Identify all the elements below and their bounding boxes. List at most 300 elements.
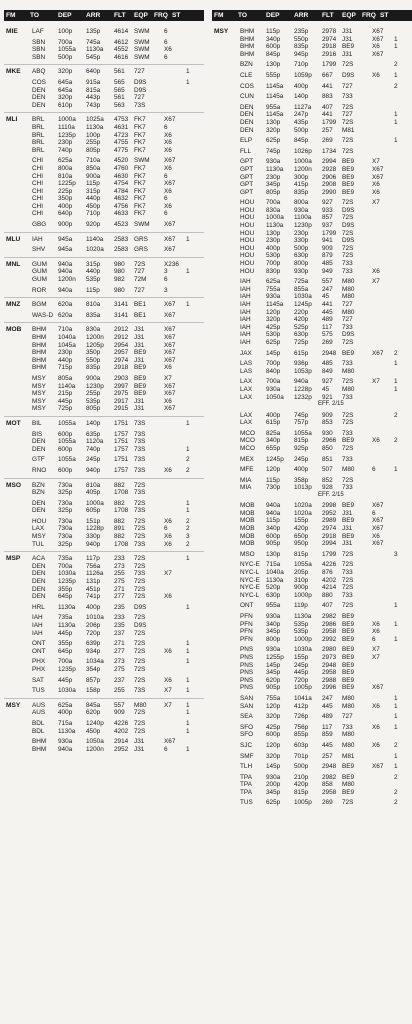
cell-to: BHM: [32, 745, 47, 753]
flight-row: [32, 357, 204, 365]
cell-eqp: FK7: [134, 116, 146, 124]
cell-dep: 730a: [58, 533, 73, 541]
cell-eqp: 73S: [134, 438, 146, 446]
cell-dep: 930a: [266, 293, 281, 301]
cell-arr: 220p: [294, 308, 309, 316]
flight-row: [32, 375, 204, 383]
cell-frq: [372, 245, 394, 253]
origin-code: MNZ: [6, 301, 21, 309]
cell-flt: 1799: [322, 550, 337, 558]
cell-flt: 4723: [114, 131, 129, 139]
cell-frq: [372, 456, 394, 464]
cell-st: [394, 331, 406, 339]
cell-frq: [164, 604, 186, 612]
cell-eqp: 72S: [134, 709, 146, 717]
cell-to: BZN: [240, 61, 253, 69]
flight-row: [240, 61, 412, 69]
cell-frq: X67: [164, 349, 176, 357]
cell-frq: [372, 309, 394, 317]
origin-group: [4, 297, 204, 319]
cell-arr: 710a: [86, 157, 101, 165]
header-fm: FM: [6, 12, 16, 19]
cell-to: HOU: [240, 267, 255, 275]
flight-row: [240, 368, 412, 376]
cell-eqp: 72S: [134, 578, 146, 586]
cell-arr: 420p: [294, 525, 309, 533]
cell-st: [186, 312, 198, 320]
cell-to: SBN: [32, 38, 46, 46]
flight-row: [32, 630, 204, 638]
origin-group: [4, 551, 204, 695]
flight-row: [32, 666, 204, 674]
cell-eqp: D9S: [342, 71, 355, 79]
cell-dep: 1140a: [58, 382, 76, 390]
cell-to: LAX: [240, 378, 253, 386]
cell-eqp: BE1: [134, 311, 147, 319]
cell-dep: 320p: [58, 68, 73, 76]
cell-dep: 145p: [266, 763, 281, 771]
flight-row: [32, 446, 204, 454]
cell-flt: 563: [114, 101, 125, 109]
flight-row: [240, 684, 412, 692]
cell-frq: [372, 789, 394, 797]
flight-row: [240, 222, 412, 230]
cell-eqp: 733: [342, 260, 353, 268]
cell-frq: X6: [372, 43, 380, 51]
flight-row: [32, 570, 204, 578]
cell-dep: 730p: [266, 484, 281, 492]
cell-flt: 928: [322, 484, 333, 492]
origin-group: [4, 322, 204, 413]
flight-row: [240, 93, 412, 101]
cell-st: 1: [186, 658, 190, 666]
cell-to: IAH: [32, 629, 43, 637]
cell-st: [394, 654, 406, 662]
cell-flt: 2916: [322, 50, 337, 58]
cell-arr: 835a: [86, 311, 101, 319]
cell-st: [394, 525, 406, 533]
cell-frq: 6: [164, 276, 168, 284]
cell-dep: 120p: [266, 741, 281, 749]
cell-eqp: SWM: [134, 53, 150, 61]
cell-flt: 2958: [322, 669, 337, 677]
cell-frq: [164, 431, 186, 439]
cell-st: [186, 195, 198, 203]
cell-st: [186, 139, 198, 147]
cell-flt: 1708: [114, 507, 129, 515]
cell-dep: 625a: [58, 701, 73, 709]
cell-eqp: BE9: [342, 628, 355, 636]
cell-eqp: 727: [342, 713, 353, 721]
cell-dep: 735a: [58, 614, 73, 622]
cell-dep: 625a: [266, 278, 281, 286]
cell-flt: 980: [114, 260, 125, 268]
cell-frq: [372, 207, 394, 215]
cell-dep: 1130a: [58, 622, 76, 629]
flight-row: [32, 39, 204, 47]
cell-eqp: GRS: [134, 246, 148, 254]
cell-to: DEN: [32, 585, 46, 593]
cell-dep: 130p: [266, 229, 281, 237]
cell-flt: 2915: [114, 405, 129, 413]
cell-to: WAS-D: [32, 311, 54, 319]
cell-eqp: 73S: [134, 445, 146, 453]
cell-to: GUM: [32, 268, 47, 276]
cell-frq: [372, 551, 394, 559]
cell-arr: 835p: [294, 188, 309, 196]
cell-flt: 2952: [322, 509, 337, 517]
cell-to: MIA: [240, 476, 252, 484]
cell-st: 1: [394, 137, 398, 145]
cell-frq: X6: [164, 517, 172, 525]
cell-flt: 853: [322, 419, 333, 427]
cell-dep: 945a: [58, 235, 73, 243]
cell-st: [394, 148, 406, 156]
cell-eqp: 72S: [342, 602, 354, 610]
cell-to: PFN: [240, 620, 253, 628]
cell-frq: [372, 61, 394, 69]
cell-frq: 6: [372, 466, 376, 474]
cell-arr: 1200n: [86, 745, 104, 753]
cell-eqp: BE9: [342, 349, 355, 357]
cell-frq: X6: [164, 139, 172, 147]
cell-eqp: 72S: [342, 338, 354, 346]
cell-eqp: D9S: [134, 603, 147, 611]
cell-to: HOU: [240, 237, 255, 245]
cell-to: GPT: [240, 181, 254, 189]
cell-st: [394, 174, 406, 182]
cell-to: SJC: [240, 741, 253, 749]
cell-to: GPT: [240, 165, 254, 173]
cell-eqp: M80: [342, 741, 355, 749]
cell-flt: 1799: [322, 118, 337, 126]
cell-arr: 857p: [86, 676, 101, 684]
cell-st: [186, 54, 198, 62]
cell-frq: [164, 658, 186, 666]
cell-flt: 2975: [114, 390, 129, 398]
cell-flt: 255: [114, 570, 125, 578]
cell-dep: 120p: [266, 308, 281, 316]
cell-st: 1: [186, 676, 190, 684]
cell-to: NYC-L: [240, 569, 260, 577]
cell-st: [186, 188, 198, 196]
cell-to: DEN: [32, 86, 46, 94]
cell-frq: X67: [164, 405, 176, 413]
origin-group: [4, 64, 204, 109]
cell-eqp: M80: [342, 293, 355, 301]
cell-dep: 340p: [266, 35, 281, 43]
cell-arr: 830a: [86, 326, 101, 334]
cell-eqp: 72S: [342, 561, 354, 569]
cell-dep: 340p: [266, 437, 281, 445]
cell-flt: 277: [114, 647, 125, 655]
cell-arr: 640p: [86, 68, 101, 76]
flight-row: [240, 111, 412, 119]
flight-row: [32, 518, 204, 526]
cell-dep: 400p: [58, 709, 73, 717]
cell-frq: 3: [164, 268, 168, 276]
cell-dep: 1235p: [58, 665, 76, 673]
cell-st: [186, 375, 198, 383]
cell-flt: 4520: [114, 157, 129, 165]
cell-frq: [164, 728, 186, 736]
cell-flt: 4612: [114, 38, 129, 46]
cell-arr: 930p: [294, 267, 309, 275]
cell-arr: 1020a: [294, 502, 312, 510]
cell-to: COS: [32, 78, 46, 86]
cell-frq: [372, 577, 394, 585]
cell-arr: 245p: [86, 456, 101, 464]
cell-arr: 245p: [294, 455, 309, 463]
cell-frq: 6: [164, 53, 168, 61]
cell-arr: 1000p: [294, 635, 312, 643]
cell-frq: [164, 482, 186, 490]
cell-frq: 6: [164, 38, 168, 46]
cell-arr: 945p: [294, 50, 309, 58]
cell-dep: 625p: [266, 799, 281, 807]
cell-st: 1: [394, 702, 398, 710]
cell-to: DEN: [32, 593, 46, 601]
flight-row: [32, 246, 204, 254]
cell-dep: 755a: [266, 694, 281, 702]
cell-arr: 1025a: [86, 116, 104, 124]
cell-dep: 145p: [266, 349, 281, 357]
cell-dep: 905p: [266, 540, 281, 548]
cell-to: NYC-L: [240, 591, 260, 599]
cell-dep: 615p: [266, 419, 281, 427]
cell-eqp: 72S: [134, 727, 146, 735]
cell-to: PNS: [240, 676, 254, 684]
cell-arr: 720p: [294, 676, 309, 684]
flight-row: [240, 386, 412, 394]
cell-eqp: D9S: [342, 222, 355, 230]
cell-frq: [372, 360, 394, 368]
cell-dep: 745p: [266, 147, 281, 155]
cell-to: ELP: [240, 137, 253, 145]
cell-flt: 2973: [322, 653, 337, 661]
cell-flt: 489: [322, 316, 333, 324]
cell-arr: 900a: [86, 374, 101, 382]
cell-st: [394, 278, 406, 286]
cell-arr: 757p: [294, 419, 309, 427]
cell-eqp: D9S: [134, 78, 147, 86]
cell-dep: 715a: [266, 561, 281, 569]
cell-to: IAH: [240, 331, 251, 339]
cell-st: [394, 166, 406, 174]
flight-row: [240, 331, 412, 339]
cell-frq: [372, 477, 394, 485]
flight-row: [240, 551, 412, 559]
cell-to: MSY: [32, 382, 46, 390]
cell-arr: 1000a: [294, 158, 312, 166]
cell-flt: 233: [114, 555, 125, 563]
flight-row: [240, 695, 412, 703]
flight-row: [240, 484, 412, 492]
cell-frq: X67: [372, 35, 384, 43]
cell-dep: 425p: [266, 723, 281, 731]
flight-row: [240, 237, 412, 245]
flight-row: [240, 207, 412, 215]
cell-flt: 882: [114, 481, 125, 489]
cell-dep: 730a: [58, 481, 73, 489]
origin-group-list: [4, 25, 204, 753]
cell-arr: 925p: [294, 444, 309, 452]
cell-frq: [372, 419, 394, 427]
cell-dep: 730a: [58, 499, 73, 507]
cell-arr: 1245p: [294, 301, 312, 308]
flight-row: [240, 293, 412, 301]
cell-frq: [372, 148, 394, 156]
cell-to: SAT: [32, 676, 44, 684]
cell-eqp: 72S: [134, 499, 146, 507]
cell-dep: 345p: [266, 669, 281, 677]
flight-row: [240, 569, 412, 577]
cell-frq: [372, 799, 394, 807]
cell-dep: 630p: [266, 591, 281, 599]
cell-dep: 1130a: [58, 603, 76, 611]
cell-flt: 2996: [322, 684, 337, 692]
cell-dep: 940a: [58, 745, 73, 753]
cell-arr: 1005p: [294, 799, 312, 807]
cell-arr: 451p: [86, 585, 101, 593]
flight-row: [240, 214, 412, 222]
cell-flt: 1757: [114, 445, 129, 453]
cell-frq: 6: [164, 195, 168, 203]
cell-to: BDL: [32, 727, 45, 735]
cell-flt: 2948: [322, 661, 337, 669]
origin-code: MIE: [6, 28, 18, 35]
cell-dep: 225p: [58, 187, 73, 195]
cell-dep: 1040a: [58, 334, 76, 341]
cell-dep: 130p: [266, 61, 281, 69]
cell-frq: [372, 584, 394, 592]
cell-dep: 230p: [58, 139, 73, 147]
cell-frq: X6: [164, 131, 172, 139]
cell-flt: 561: [114, 94, 125, 102]
flight-row: [32, 180, 204, 188]
timetable-column-left: [4, 10, 204, 753]
cell-arr: 756p: [294, 723, 309, 731]
cell-flt: 882: [114, 517, 125, 525]
cell-st: [394, 684, 406, 692]
cell-eqp: J31: [342, 35, 353, 43]
flight-row: [32, 94, 204, 102]
cell-flt: 4616: [114, 53, 129, 61]
cell-eqp: 72S: [134, 676, 146, 684]
cell-arr: 756a: [86, 562, 101, 570]
flight-row: [32, 709, 204, 717]
cell-to: LAS: [240, 360, 253, 368]
cell-frq: X6: [164, 676, 172, 684]
flight-row: [32, 87, 204, 95]
cell-arr: 545p: [86, 53, 101, 61]
flight-row: [32, 500, 204, 508]
cell-flt: 857: [322, 214, 333, 222]
cell-st: 1: [186, 727, 190, 735]
cell-st: [394, 127, 406, 135]
cell-eqp: J31: [134, 405, 145, 413]
cell-flt: 2918: [322, 532, 337, 540]
cell-arr: 845a: [86, 701, 101, 709]
cell-eqp: 727: [134, 94, 145, 102]
cell-eqp: M80: [342, 781, 355, 789]
cell-arr: 805p: [86, 146, 101, 154]
flight-row: [240, 437, 412, 445]
cell-arr: 740p: [86, 445, 101, 453]
cell-arr: 206p: [86, 622, 101, 629]
cell-eqp: 72S: [342, 799, 354, 807]
cell-arr: 115p: [86, 286, 100, 294]
cell-frq: X6: [164, 397, 172, 405]
cell-dep: 600p: [266, 532, 281, 540]
cell-flt: 269: [322, 137, 333, 145]
flight-row: [240, 763, 412, 771]
cell-st: [186, 173, 198, 181]
cell-to: MOB: [240, 517, 255, 525]
cell-st: 1: [186, 499, 190, 507]
cell-st: [186, 349, 198, 357]
cell-to: SMF: [240, 752, 254, 760]
cell-arr: 155p: [294, 517, 309, 525]
cell-dep: 130p: [266, 550, 281, 558]
cell-st: [186, 203, 198, 211]
cell-dep: 620p: [266, 676, 281, 684]
cell-flt: 275: [114, 578, 125, 586]
flight-row: [32, 54, 204, 62]
cell-dep: 345p: [266, 788, 281, 796]
cell-arr: 354p: [86, 665, 101, 673]
flight-row: [32, 578, 204, 586]
cell-flt: 980: [114, 286, 125, 294]
cell-to: ACA: [32, 555, 46, 563]
flight-row: [240, 419, 412, 427]
cell-eqp: 733: [342, 484, 353, 492]
cell-st: [186, 586, 198, 594]
cell-dep: 115p: [266, 517, 280, 525]
cell-dep: 700a: [266, 378, 281, 386]
cell-eqp: M81: [342, 126, 355, 134]
origin-code: MKE: [6, 68, 21, 76]
cell-to: MEX: [240, 455, 254, 463]
flight-row: [240, 316, 412, 324]
flight-row: [32, 349, 204, 357]
cell-st: [186, 364, 198, 372]
cell-arr: 1130a: [294, 613, 312, 620]
cell-arr: 605p: [86, 507, 101, 515]
cell-dep: 320p: [266, 126, 281, 134]
cell-dep: 940a: [58, 260, 73, 268]
cell-arr: 920p: [86, 221, 101, 229]
flight-row: [32, 221, 204, 229]
cell-eqp: BE9: [342, 773, 355, 781]
cell-dep: 600p: [266, 43, 281, 51]
cell-st: 2: [394, 411, 398, 419]
cell-flt: 4202: [114, 727, 129, 735]
cell-frq: [372, 731, 394, 739]
cell-eqp: 72S: [134, 517, 146, 525]
cell-to: MOB: [240, 540, 255, 548]
cell-flt: 2994: [322, 540, 337, 548]
cell-eqp: J31: [134, 745, 145, 753]
cell-eqp: FK7: [134, 187, 146, 195]
cell-to: MSY: [32, 374, 46, 382]
flight-row: [240, 28, 412, 36]
cell-arr: 235p: [294, 28, 309, 35]
cell-to: HOU: [240, 214, 255, 222]
cell-st: [394, 199, 406, 207]
cell-eqp: J31: [342, 525, 353, 533]
cell-to: BRL: [32, 116, 45, 124]
